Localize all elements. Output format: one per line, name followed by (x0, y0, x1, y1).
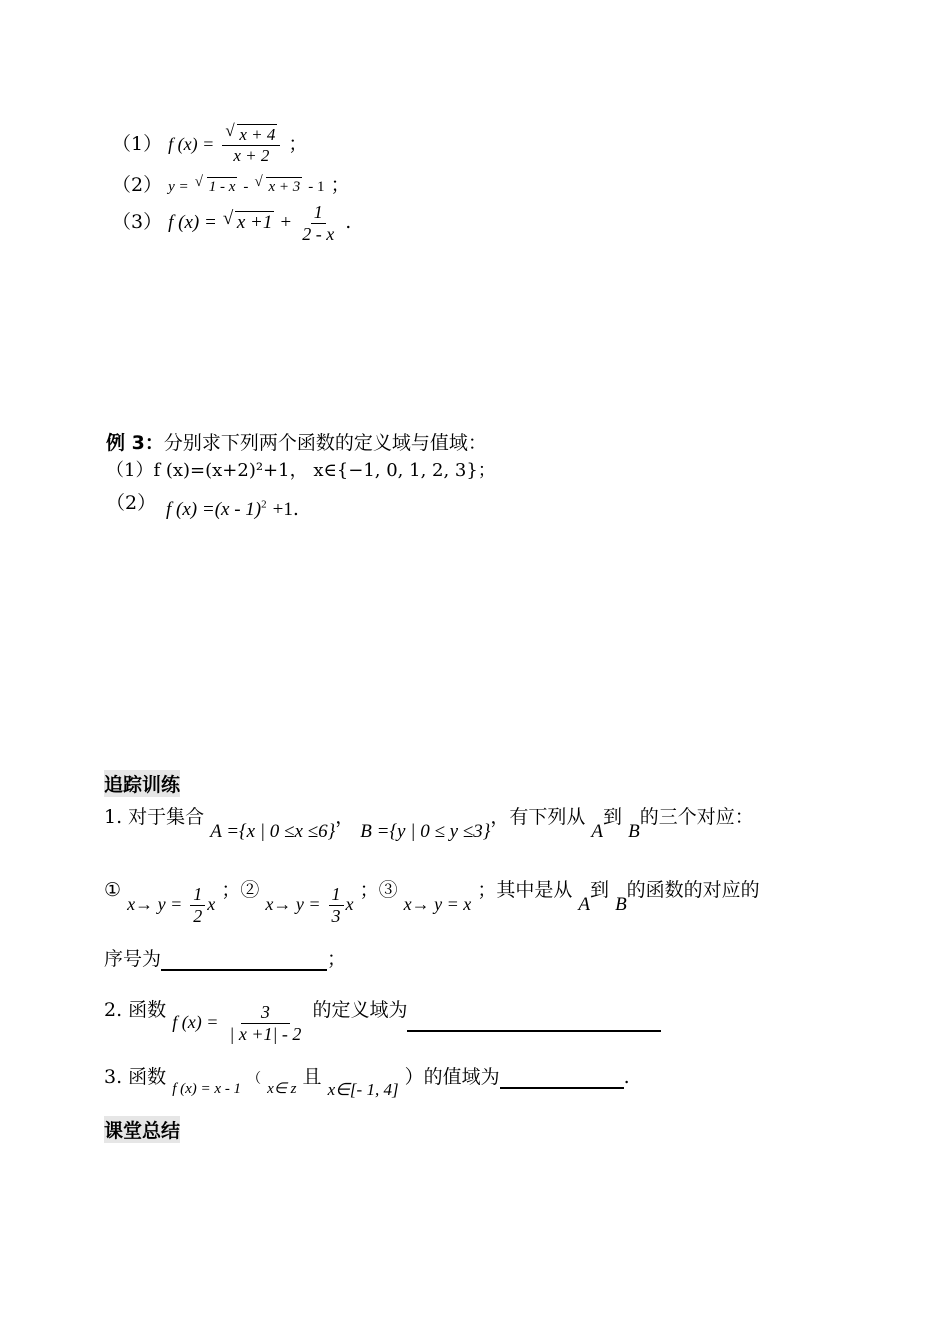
set-b: B ={y | 0 ≤ y ≤3} (360, 821, 491, 842)
fraction (299, 202, 337, 244)
example3-item2-formula (166, 498, 299, 521)
sqrt-symbol: √ 1 - x (194, 174, 236, 195)
separator: ；其中是从 (477, 879, 573, 902)
item-label: （1） (112, 132, 163, 155)
problem1-item3 (112, 202, 351, 244)
semicolon: ； (288, 132, 308, 155)
comma: ， (335, 806, 355, 828)
variable-x: x (207, 894, 216, 915)
to-word: 到 (590, 879, 610, 902)
period: . (292, 498, 299, 520)
plus-sign: + (280, 212, 292, 234)
problem1-item1 (112, 121, 308, 166)
semicolon: ； (330, 174, 350, 196)
question-prefix: 2. 函数 (104, 999, 167, 1022)
fraction (190, 884, 205, 926)
item-label: （2） (112, 174, 163, 196)
sqrt-symbol: √ x + 3 (254, 174, 301, 195)
example3-heading (106, 428, 487, 455)
symbol-b: B (615, 894, 627, 916)
fraction-denominator: 2 - x (302, 223, 335, 244)
section-title-tracking: 追踪训练 (104, 770, 180, 797)
mapping-2: x→ y = (265, 894, 321, 915)
fraction-numerator: 1 (190, 884, 205, 906)
example-prompt: 分别求下列两个函数的定义域与值域： (163, 432, 487, 454)
question-prefix: 1. 对于集合 (104, 806, 205, 828)
function-lhs: f (x) = x - 1 (172, 1081, 242, 1097)
problem1-item2 (112, 170, 350, 197)
and-word: 且 (302, 1066, 322, 1088)
fraction-denominator: 2 (193, 905, 203, 926)
mappings-line (104, 870, 760, 926)
paren-open: （ (247, 1071, 262, 1087)
fraction (329, 884, 344, 926)
period: . (345, 211, 352, 234)
to-word: 到 (603, 806, 623, 828)
function-lhs: f (x) = (172, 1012, 219, 1033)
order-label: 序号为 (104, 948, 162, 970)
exponent: 2 (261, 498, 267, 511)
question-2 (104, 990, 661, 1044)
example-label: 例 3： (106, 432, 164, 454)
function-lhs: f (x) = (168, 133, 215, 154)
fraction-denominator: 3 (331, 905, 341, 926)
fraction (222, 121, 280, 166)
condition-1: x∈ z (267, 1081, 297, 1097)
question-text: ，有下列从 (490, 806, 586, 828)
fraction-denominator: x + 2 (233, 146, 270, 166)
order-line (104, 944, 346, 971)
mapping-3: x→ y = x (403, 894, 472, 915)
item-label: （3） (112, 211, 163, 234)
sqrt-symbol: √ x +1 (222, 208, 273, 234)
section-title-summary: 课堂总结 (104, 1116, 180, 1143)
question-prefix: 3. 函数 (104, 1066, 167, 1088)
symbol-a: A (591, 821, 604, 842)
example3-item2 (106, 488, 156, 515)
set-a: A ={x | 0 ≤x ≤6} (210, 821, 336, 842)
fraction-numerator: 3 (241, 1002, 290, 1024)
answer-blank[interactable] (161, 951, 327, 971)
fraction-numerator: 1 (311, 202, 326, 224)
function-lhs: f (x) = (168, 212, 217, 234)
sqrt-symbol: √ x + 4 (225, 121, 276, 144)
question-text: ）的值域为 (404, 1066, 500, 1088)
mapping-1: x→ y = (127, 894, 183, 915)
symbol-b: B (628, 821, 640, 842)
condition-2: x∈[- 1, 4] (327, 1080, 399, 1099)
fraction-denominator: | x +1| - 2 (229, 1023, 302, 1044)
minus-sign: - (243, 179, 249, 195)
item-label: （2） (106, 492, 157, 514)
question-text: 的定义域为 (312, 999, 408, 1022)
formula: f (x) =(x - 1) (166, 499, 262, 520)
question-text: 的函数的对应的 (626, 879, 760, 902)
semicolon: ； (327, 948, 347, 970)
question-3 (104, 1062, 630, 1099)
symbol-a: A (578, 894, 590, 916)
example3-item1: （1）f (x)=(x+2)²+1， x∈{−1, 0, 1, 2, 3}； (106, 460, 496, 481)
separator: ；② (221, 879, 260, 902)
variable-x: x (345, 894, 354, 915)
circled-1: ① (104, 879, 122, 902)
period: . (623, 1066, 630, 1088)
formula-tail: +1 (272, 499, 293, 520)
answer-blank[interactable] (500, 1069, 624, 1089)
fraction-numerator: 1 (329, 884, 344, 906)
function-lhs: y = (168, 179, 189, 195)
formula-tail: - 1 (308, 179, 325, 195)
question-text: 的三个对应： (639, 806, 754, 828)
fraction (226, 1002, 304, 1044)
question-1 (104, 802, 754, 842)
answer-blank[interactable] (407, 1012, 661, 1032)
separator: ；③ (359, 879, 398, 902)
